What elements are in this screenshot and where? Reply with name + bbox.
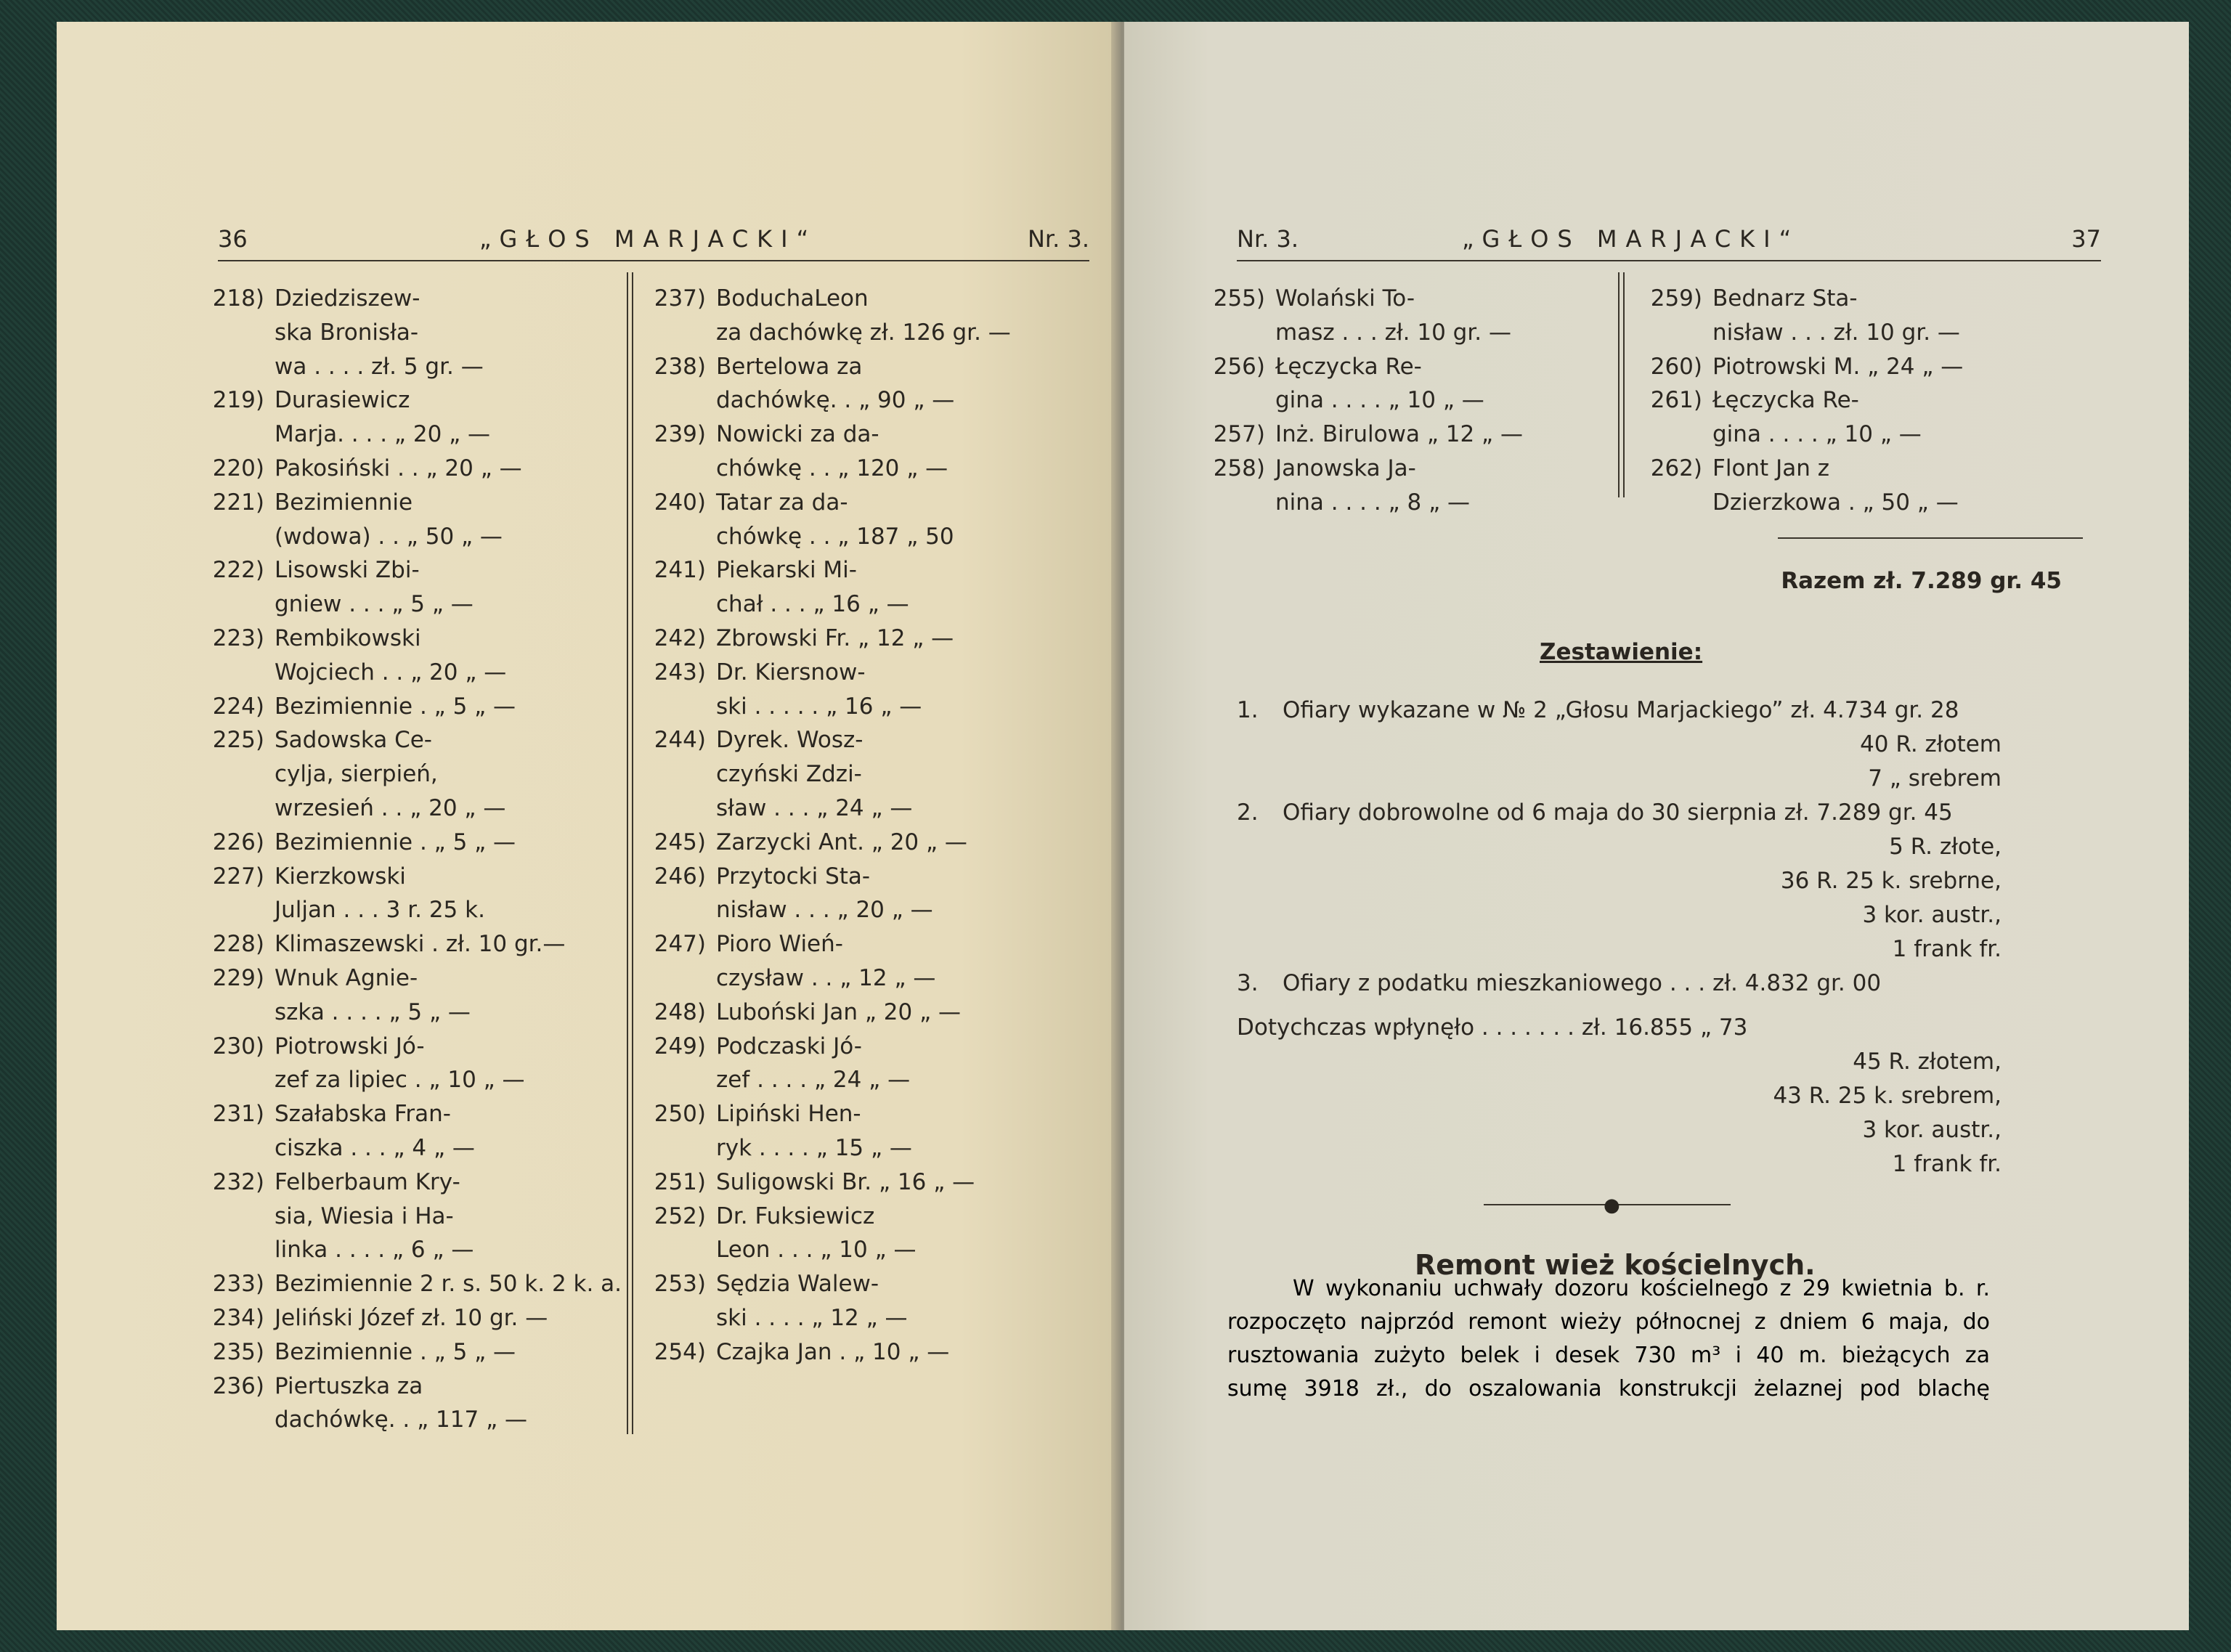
entry-line: dachówkę. . „ 117 „ —	[275, 1407, 527, 1433]
issue-number: Nr. 3.	[1027, 225, 1089, 253]
entry-line: Piotrowski Jó-	[275, 1033, 425, 1059]
entry-line: linka . . . . „ 6 „ —	[275, 1237, 474, 1264]
entry-number: 247)	[654, 931, 706, 958]
entry-line: Dr. Kiersnow-	[716, 659, 866, 685]
donation-entry	[202, 860, 667, 928]
entry-number: 221)	[212, 489, 264, 516]
entry-line: Bezimiennie . „ 5 „ —	[275, 1338, 516, 1365]
entry-line: Sadowska Ce-	[275, 727, 432, 754]
entry-number: 243)	[654, 659, 706, 685]
entry-number: 232)	[212, 1168, 264, 1195]
entry-line: Bednarz Sta-	[1712, 285, 1858, 312]
donation-entry	[643, 350, 1108, 418]
summary-item-detail: 1 frank fr.	[1892, 936, 2002, 962]
entry-line: Pakosiński . . „ 20 „ —	[275, 455, 522, 481]
entry-line: Wojciech . . „ 20 „ —	[275, 659, 507, 685]
entry-line: dachówkę. . „ 90 „ —	[716, 387, 955, 414]
donation-entry	[643, 1335, 1108, 1370]
article-line: W wykonaniu uchwały dozoru kościelnego z 29 kwietnia b. r.	[1293, 1276, 1990, 1301]
page-number: 36	[218, 225, 248, 253]
donation-entry	[202, 1165, 667, 1267]
entry-number: 234)	[212, 1304, 264, 1331]
summary-item-detail: 7 „ srebrem	[1868, 765, 2002, 792]
entry-line: czysław . . „ 12 „ —	[716, 964, 936, 991]
donation-entry	[1640, 282, 2076, 350]
donation-entry	[202, 452, 667, 486]
entry-number: 244)	[654, 727, 706, 754]
entry-line: Dzierzkowa . „ 50 „ —	[1712, 489, 1959, 516]
entry-number: 237)	[654, 285, 706, 312]
entry-line: Durasiewicz	[275, 387, 410, 414]
entry-line: Pioro Wień-	[716, 931, 843, 958]
entry-line: czyński Zdzi-	[716, 761, 862, 788]
entry-number: 228)	[212, 931, 264, 958]
donation-entry	[643, 282, 1108, 350]
entry-line: zef za lipiec . „ 10 „ —	[275, 1067, 525, 1094]
entry-line: wrzesień . . „ 20 „ —	[275, 794, 506, 821]
donation-entry	[643, 860, 1108, 928]
donation-entry	[202, 1370, 667, 1438]
donation-entry	[202, 1097, 667, 1165]
entry-line: Bezimiennie 2 r. s. 50 k. 2 k. a.	[275, 1271, 622, 1298]
entry-line: za dachówkę zł. 126 gr. —	[716, 319, 1011, 346]
page-number: 37	[2071, 225, 2101, 253]
entry-line: Lisowski Zbi-	[275, 557, 420, 584]
entry-number: 248)	[654, 998, 706, 1025]
entry-line: Wolański To-	[1275, 285, 1415, 312]
entry-line: Felberbaum Kry-	[275, 1168, 460, 1195]
entry-line: Czajka Jan . „ 10 „ —	[716, 1338, 950, 1365]
donation-entry	[202, 927, 667, 961]
entry-line: Marja. . . . „ 20 „ —	[275, 421, 491, 448]
entry-line: Klimaszewski . zł. 10 gr.—	[275, 931, 566, 958]
entry-line: Bezimiennie	[275, 489, 413, 516]
entry-line: Piotrowski M. „ 24 „ —	[1712, 353, 1964, 380]
entry-line: Flont Jan z	[1712, 455, 1829, 481]
entry-number: 233)	[212, 1271, 264, 1298]
summary-item-text: Ofiary z podatku mieszkaniowego . . . zł. 4.832 gr. 00	[1283, 970, 1882, 996]
entry-number: 246)	[654, 863, 706, 890]
donation-entry	[1203, 350, 1624, 418]
entry-number: 218)	[212, 285, 264, 312]
left-page	[57, 22, 1118, 1630]
entry-line: Podczaski Jó-	[716, 1033, 862, 1059]
donation-entry	[202, 486, 667, 554]
donation-entry	[643, 418, 1108, 486]
donation-entry	[643, 1165, 1108, 1200]
total-sum: Razem zł. 7.289 gr. 45	[1781, 568, 2062, 594]
entry-line: Jeliński Józef zł. 10 gr. —	[275, 1304, 548, 1331]
article-paragraph	[1227, 1272, 1990, 1406]
entry-line: Zbrowski Fr. „ 12 „ —	[716, 624, 954, 651]
entry-line: Przytocki Sta-	[716, 863, 871, 890]
entry-line: nisław . . . zł. 10 gr. —	[1712, 319, 1960, 346]
entry-line: Suligowski Br. „ 16 „ —	[716, 1168, 975, 1195]
entry-number: 240)	[654, 489, 706, 516]
entry-number: 245)	[654, 829, 706, 855]
donation-entry	[1203, 282, 1624, 350]
summary-item-text: Ofiary wykazane w № 2 „Głosu Marjackiego” zł. 4.734 gr. 28	[1283, 697, 1959, 723]
summary-item-detail: 5 R. złote,	[1889, 834, 2002, 860]
summary-item-detail: 40 R. złotem	[1860, 731, 2002, 757]
received-detail: 45 R. złotem,	[1853, 1049, 2002, 1075]
entry-number: 229)	[212, 964, 264, 991]
total-rule	[1778, 537, 2083, 539]
entry-line: Kierzkowski	[275, 863, 406, 890]
received-detail: 43 R. 25 k. srebrem,	[1773, 1083, 2002, 1109]
entry-line: Rembikowski	[275, 624, 421, 651]
entry-line: chówkę . . „ 120 „ —	[716, 455, 948, 481]
entry-line: Nowicki za da-	[716, 421, 879, 448]
summary-item-number: 2.	[1237, 799, 1259, 826]
entry-line: Piekarski Mi-	[716, 557, 857, 584]
entry-line: ski . . . . „ 12 „ —	[716, 1304, 908, 1331]
entry-number: 255)	[1213, 285, 1265, 312]
entry-line: Lipiński Hen-	[716, 1101, 861, 1128]
entry-number: 225)	[212, 727, 264, 754]
entry-line: ryk . . . . „ 15 „ —	[716, 1134, 912, 1161]
donation-entry	[643, 486, 1108, 554]
entry-number: 254)	[654, 1338, 706, 1365]
issue-number: Nr. 3.	[1237, 225, 1299, 253]
entry-number: 230)	[212, 1033, 264, 1059]
journal-title: „GŁOS MARJACKI“	[1462, 225, 1800, 253]
entry-line: Bezimiennie . „ 5 „ —	[275, 693, 516, 720]
entry-line: Luboński Jan „ 20 „ —	[716, 998, 962, 1025]
donation-entry	[202, 1301, 667, 1335]
entry-number: 257)	[1213, 421, 1265, 448]
article-line: rozpoczęto najprzód remont wieży północnej z dniem 6 maja, do	[1227, 1309, 1990, 1335]
article-line: sumę 3918 zł., do oszalowania konstrukcji żelaznej pod blachę	[1227, 1376, 1990, 1401]
right-page-header	[1237, 216, 2101, 261]
entry-line: Janowska Ja-	[1275, 455, 1416, 481]
received-total: Dotychczas wpłynęło . . . . . . . zł. 16.855 „ 73	[1237, 1014, 1748, 1041]
ornament-dot: ●	[1604, 1195, 1620, 1216]
donation-entry	[202, 1030, 667, 1098]
entry-line: nisław . . . „ 20 „ —	[716, 897, 933, 924]
summary-item-number: 3.	[1237, 970, 1259, 996]
summary-item-detail: 3 kor. austr.,	[1862, 902, 2002, 928]
entry-line: gina . . . . „ 10 „ —	[1712, 421, 1922, 448]
entry-line: sław . . . „ 24 „ —	[716, 794, 913, 821]
donation-entry	[202, 282, 667, 383]
donation-entry	[643, 826, 1108, 860]
received-detail: 1 frank fr.	[1892, 1151, 2002, 1177]
summary-item-text: Ofiary dobrowolne od 6 maja do 30 sierpnia zł. 7.289 gr. 45	[1283, 799, 1953, 826]
donation-entry	[1640, 383, 2076, 452]
entry-number: 226)	[212, 829, 264, 855]
donation-entry	[643, 996, 1108, 1030]
donor-list-column-1	[1203, 282, 1624, 520]
left-page-header	[218, 216, 1089, 261]
entry-number: 252)	[654, 1203, 706, 1229]
entry-line: Juljan . . . 3 r. 25 k.	[275, 897, 485, 924]
entry-line: Wnuk Agnie-	[275, 964, 418, 991]
donation-entry	[643, 553, 1108, 622]
entry-number: 223)	[212, 624, 264, 651]
donation-entry	[202, 622, 667, 690]
entry-line: Zarzycki Ant. „ 20 „ —	[716, 829, 967, 855]
article-line: rusztowania zużyto belek i desek 730 m³ i 40 m. bieżących za	[1227, 1343, 1990, 1368]
donation-entry	[643, 1030, 1108, 1098]
donation-entry	[1203, 418, 1624, 452]
column-divider	[1618, 272, 1625, 497]
donation-entry	[1203, 452, 1624, 520]
entry-number: 242)	[654, 624, 706, 651]
entry-line: zef . . . . „ 24 „ —	[716, 1067, 911, 1094]
donation-entry	[202, 961, 667, 1030]
entry-line: gniew . . . „ 5 „ —	[275, 591, 474, 618]
entry-number: 238)	[654, 353, 706, 380]
entry-number: 259)	[1650, 285, 1702, 312]
entry-line: Dziedziszew-	[275, 285, 420, 312]
donation-entry	[202, 1335, 667, 1370]
entry-number: 235)	[212, 1338, 264, 1365]
entry-line: Tatar za da-	[716, 489, 848, 516]
entry-line: ska Bronisła-	[275, 319, 419, 346]
donation-entry	[1640, 350, 2076, 384]
entry-number: 236)	[212, 1372, 264, 1399]
donation-entry	[643, 1200, 1108, 1268]
entry-line: Szałabska Fran-	[275, 1101, 451, 1128]
entry-line: ciszka . . . „ 4 „ —	[275, 1134, 475, 1161]
entry-line: BoduchaLeon	[716, 285, 869, 312]
entry-line: ski . . . . . „ 16 „ —	[716, 693, 922, 720]
entry-line: gina . . . . „ 10 „ —	[1275, 387, 1484, 414]
entry-line: Dr. Fuksiewicz	[716, 1203, 875, 1229]
donation-entry	[202, 383, 667, 452]
entry-number: 239)	[654, 421, 706, 448]
donor-list-column-2	[1640, 282, 2076, 520]
donation-entry	[202, 723, 667, 825]
entry-line: Leon . . . „ 10 „ —	[716, 1237, 917, 1264]
donor-list-column-2	[643, 282, 1108, 1370]
article-title: Remont wież kościelnych.	[1415, 1249, 1816, 1281]
donation-entry	[643, 723, 1108, 825]
entry-number: 253)	[654, 1271, 706, 1298]
entry-line: Inż. Birulowa „ 12 „ —	[1275, 421, 1523, 448]
entry-number: 219)	[212, 387, 264, 414]
entry-number: 262)	[1650, 455, 1702, 481]
summary-heading: Zestawienie:	[1540, 639, 1703, 665]
entry-line: nina . . . . „ 8 „ —	[1275, 489, 1470, 516]
entry-line: Bezimiennie . „ 5 „ —	[275, 829, 516, 855]
entry-number: 261)	[1650, 387, 1702, 414]
entry-number: 258)	[1213, 455, 1265, 481]
donation-entry	[202, 1267, 667, 1301]
donation-entry	[643, 1097, 1108, 1165]
donation-entry	[643, 622, 1108, 656]
summary-item-number: 1.	[1237, 697, 1259, 723]
entry-number: 249)	[654, 1033, 706, 1059]
received-detail: 3 kor. austr.,	[1862, 1117, 2002, 1143]
column-divider	[627, 272, 633, 1434]
entry-line: cylja, sierpień,	[275, 761, 438, 788]
entry-line: Dyrek. Wosz-	[716, 727, 863, 754]
entry-number: 222)	[212, 557, 264, 584]
entry-line: chał . . . „ 16 „ —	[716, 591, 909, 618]
donor-list-column-1	[202, 282, 667, 1437]
entry-number: 241)	[654, 557, 706, 584]
entry-line: Bertelowa za	[716, 353, 863, 380]
entry-line: sia, Wiesia i Ha-	[275, 1203, 454, 1229]
entry-line: Łęczycka Re-	[1712, 387, 1859, 414]
donation-entry	[202, 553, 667, 622]
donation-entry	[643, 656, 1108, 724]
entry-number: 224)	[212, 693, 264, 720]
entry-line: Sędzia Walew-	[716, 1271, 879, 1298]
entry-line: wa . . . . zł. 5 gr. —	[275, 353, 484, 380]
entry-number: 220)	[212, 455, 264, 481]
entry-line: chówkę . . „ 187 „ 50	[716, 523, 954, 550]
journal-title: „GŁOS MARJACKI“	[479, 225, 818, 253]
entry-number: 260)	[1650, 353, 1702, 380]
donation-entry	[202, 690, 667, 724]
entry-number: 251)	[654, 1168, 706, 1195]
summary-item-detail: 36 R. 25 k. srebrne,	[1780, 868, 2002, 894]
donation-entry	[643, 927, 1108, 996]
donation-entry	[1640, 452, 2076, 520]
entry-number: 250)	[654, 1101, 706, 1128]
donation-entry	[643, 1267, 1108, 1335]
entry-number: 227)	[212, 863, 264, 890]
entry-line: Łęczycka Re-	[1275, 353, 1422, 380]
entry-line: masz . . . zł. 10 gr. —	[1275, 319, 1511, 346]
donation-entry	[202, 826, 667, 860]
entry-line: (wdowa) . . „ 50 „ —	[275, 523, 503, 550]
entry-number: 231)	[212, 1101, 264, 1128]
entry-line: Piertuszka za	[275, 1372, 423, 1399]
entry-line: szka . . . . „ 5 „ —	[275, 998, 471, 1025]
entry-number: 256)	[1213, 353, 1265, 380]
